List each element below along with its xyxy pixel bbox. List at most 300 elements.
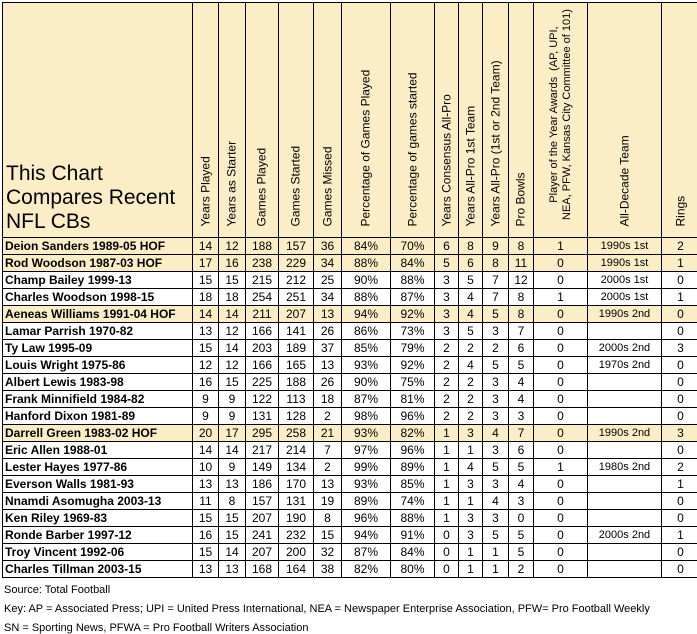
cb-comparison-table [2,2,697,578]
table-cell: 212 [279,272,314,289]
table-cell: 3 [483,442,509,459]
table-cell: 9 [219,459,246,476]
table-row [3,289,697,306]
table-cell: 91% [391,527,435,544]
table-cell: 4 [483,493,509,510]
table-cell: 0 [534,306,588,323]
table-cell: 12 [219,357,246,374]
table-cell: 12 [509,272,534,289]
table-cell: 82% [342,561,391,578]
table-cell: 295 [246,425,279,442]
table-cell: 2 [459,408,483,425]
table-cell: 98% [342,408,391,425]
table-cell: 32 [314,544,342,561]
column-header: Percentage of games started [391,3,435,238]
table-cell: 254 [246,289,279,306]
table-cell: 13 [219,561,246,578]
table-cell: 75% [391,374,435,391]
table-cell: 19 [314,493,342,510]
table-cell: 9 [219,391,246,408]
column-header: All-Decade Team [588,3,662,238]
table-cell: 87% [391,289,435,306]
table-cell: 0 [662,493,697,510]
player-name: Frank Minnifield 1984-82 [3,391,193,408]
table-cell: 0 [534,323,588,340]
player-name: Charles Woodson 1998-15 [3,289,193,306]
table-cell: 5 [483,306,509,323]
table-cell: 2 [435,357,459,374]
table-row [3,476,697,493]
table-cell: 207 [279,306,314,323]
table-cell: 34 [314,255,342,272]
table-cell: 2000s 2nd [588,527,662,544]
table-cell: 2 [314,408,342,425]
table-row [3,544,697,561]
table-cell: 0 [662,374,697,391]
player-name: Everson Walls 1981-93 [3,476,193,493]
column-header: Years All-Pro (1st or 2nd Team) [483,3,509,238]
table-cell: 225 [246,374,279,391]
table-cell: 90% [342,374,391,391]
table-row [3,391,697,408]
table-cell: 0 [534,493,588,510]
title-line: Compares Recent [6,186,192,210]
table-cell: 2 [435,374,459,391]
table-cell: 1 [662,527,697,544]
table-cell: 0 [662,306,697,323]
table-cell: 1990s 2nd [588,425,662,442]
table-cell: 1 [459,544,483,561]
table-cell: 14 [193,238,219,255]
table-cell: 3 [509,493,534,510]
column-header: Percentage of Games Played [342,3,391,238]
table-cell: 88% [342,289,391,306]
table-cell: 3 [459,476,483,493]
table-cell: 0 [662,408,697,425]
table-cell: 200 [279,544,314,561]
player-name: Ty Law 1995-09 [3,340,193,357]
table-cell: 2 [509,561,534,578]
table-cell: 37 [314,340,342,357]
table-cell: 0 [534,425,588,442]
table-cell: 3 [483,408,509,425]
table-cell: 18 [193,289,219,306]
table-cell: 165 [279,357,314,374]
table-cell: 1 [662,255,697,272]
chart-title [3,3,193,238]
table-cell: 15 [219,272,246,289]
table-cell [588,323,662,340]
table-cell: 94% [342,306,391,323]
table-cell: 13 [219,476,246,493]
table-cell: 251 [279,289,314,306]
table-cell: 85% [391,476,435,493]
table-cell: 168 [246,561,279,578]
column-header: Years Played [193,3,219,238]
table-cell: 5 [509,544,534,561]
table-cell: 13 [193,561,219,578]
table-cell: 14 [219,306,246,323]
table-cell: 3 [483,476,509,493]
table-cell: 18 [219,289,246,306]
table-cell: 15 [219,374,246,391]
table-cell: 13 [314,357,342,374]
table-cell: 16 [219,255,246,272]
table-cell: 0 [662,391,697,408]
table-cell: 2 [483,340,509,357]
table-cell: 4 [509,476,534,493]
table-cell: 14 [193,306,219,323]
table-cell: 3 [662,425,697,442]
table-row [3,357,697,374]
table-cell: 0 [662,561,697,578]
table-cell: 13 [314,476,342,493]
table-cell: 2 [662,238,697,255]
table-cell: 1 [534,289,588,306]
table-cell: 238 [246,255,279,272]
table-cell: 85% [342,340,391,357]
column-header: Games Missed [314,3,342,238]
table-cell: 93% [342,476,391,493]
table-cell: 8 [219,493,246,510]
table-cell: 7 [509,323,534,340]
table-cell: 2 [314,459,342,476]
table-cell: 3 [459,510,483,527]
table-cell: 12 [219,323,246,340]
table-cell: 6 [509,442,534,459]
header-row [3,3,697,238]
table-cell: 4 [483,425,509,442]
table-cell: 7 [509,425,534,442]
player-name: Champ Bailey 1999-13 [3,272,193,289]
table-cell: 18 [314,391,342,408]
table-cell: 84% [391,255,435,272]
table-cell: 1 [662,289,697,306]
table-cell: 2000s 2nd [588,340,662,357]
table-cell: 149 [246,459,279,476]
table-cell: 5 [483,357,509,374]
table-cell: 170 [279,476,314,493]
table-cell: 207 [246,544,279,561]
table-cell: 92% [391,306,435,323]
table-cell: 73% [391,323,435,340]
table-cell: 26 [314,323,342,340]
table-cell: 9 [193,391,219,408]
source-note: Source: Total Football [4,584,110,596]
table-cell: 134 [279,459,314,476]
player-name: Charles Tillman 2003-15 [3,561,193,578]
table-cell: 89% [391,459,435,476]
table-cell: 229 [279,255,314,272]
table-cell: 38 [314,561,342,578]
table-cell: 70% [391,238,435,255]
table-cell: 26 [314,374,342,391]
table-cell [588,493,662,510]
table-cell: 12 [193,357,219,374]
table-cell: 5 [509,527,534,544]
table-cell: 0 [534,442,588,459]
key-note-2: SN = Sporting News, PFWA = Pro Football Writers Association [4,622,308,634]
table-cell: 3 [435,272,459,289]
table-cell: 131 [279,493,314,510]
table-cell: 2000s 1st [588,289,662,306]
table-cell: 1 [534,238,588,255]
table-cell: 93% [342,357,391,374]
table-cell: 2 [459,340,483,357]
table-cell: 7 [483,289,509,306]
table-cell: 0 [435,561,459,578]
table-cell: 3 [435,289,459,306]
table-cell: 0 [534,374,588,391]
table-cell: 3 [483,510,509,527]
table-cell: 14 [219,544,246,561]
table-cell: 88% [342,255,391,272]
table-cell: 1 [435,425,459,442]
table-cell: 99% [342,459,391,476]
table-cell: 17 [219,425,246,442]
table-cell: 15 [314,527,342,544]
table-cell: 4 [509,391,534,408]
table-cell: 141 [279,323,314,340]
table-row [3,527,697,544]
table-cell: 3 [459,425,483,442]
table-row [3,323,697,340]
table-cell: 2000s 1st [588,272,662,289]
table-cell: 14 [219,442,246,459]
table-cell: 1 [435,493,459,510]
table-cell: 0 [662,510,697,527]
column-header: Games Started [279,3,314,238]
player-name: Deion Sanders 1989-05 HOF [3,238,193,255]
table-cell: 1980s 2nd [588,459,662,476]
table-row [3,306,697,323]
table-cell: 188 [246,238,279,255]
table-cell: 7 [483,272,509,289]
table-cell: 1 [483,544,509,561]
table-cell: 3 [483,323,509,340]
table-cell: 157 [246,493,279,510]
table-cell: 131 [246,408,279,425]
table-cell: 0 [435,544,459,561]
table-cell: 82% [391,425,435,442]
table-cell: 81% [391,391,435,408]
table-cell: 157 [279,238,314,255]
table-row [3,255,697,272]
table-cell: 90% [342,272,391,289]
table-cell [588,374,662,391]
table-cell: 7 [314,442,342,459]
table-cell: 5 [483,459,509,476]
table-cell: 2 [435,408,459,425]
table-row [3,493,697,510]
table-cell: 15 [193,272,219,289]
table-cell: 88% [391,510,435,527]
table-cell: 3 [483,391,509,408]
table-cell: 1990s 2nd [588,306,662,323]
title-line: NFL CBs [6,210,192,234]
table-cell: 84% [342,238,391,255]
table-cell: 13 [193,476,219,493]
table-cell: 94% [342,527,391,544]
table-cell: 0 [662,323,697,340]
table-cell: 1 [459,493,483,510]
table-row [3,272,697,289]
table-cell: 2 [435,391,459,408]
player-name: Lester Hayes 1977-86 [3,459,193,476]
column-header: Years Consensus All-Pro [435,3,459,238]
table-cell: 15 [219,510,246,527]
table-cell: 1970s 2nd [588,357,662,374]
table-cell: 2 [459,391,483,408]
column-header: Years All-Pro 1st Team [459,3,483,238]
table-cell: 0 [534,408,588,425]
table-cell: 190 [279,510,314,527]
table-cell [588,391,662,408]
table-cell: 9 [219,408,246,425]
key-note-1: Key: AP = Associated Press; UPI = United Press International, NEA = Newspaper Enterprise Association, PFW= Pro Football Weekly [4,603,650,615]
column-header: Player of the Year Awards (AP, UPI, NEA, PFW, Kansas City Committee of 101) [534,3,588,238]
table-cell: 1990s 1st [588,238,662,255]
table-cell: 217 [246,442,279,459]
table-cell: 128 [279,408,314,425]
player-name: Nnamdi Asomugha 2003-13 [3,493,193,510]
table-cell: 88% [391,272,435,289]
table-cell: 15 [193,544,219,561]
table-cell: 211 [246,306,279,323]
table-cell: 1 [459,442,483,459]
column-header: Pro Bowls [509,3,534,238]
table-row [3,340,697,357]
table-cell: 12 [219,238,246,255]
table-cell: 215 [246,272,279,289]
table-cell: 84% [391,544,435,561]
player-name: Hanford Dixon 1981-89 [3,408,193,425]
table-cell: 203 [246,340,279,357]
table-cell: 74% [391,493,435,510]
table-cell: 0 [435,527,459,544]
table-cell: 164 [279,561,314,578]
table-cell: 4 [509,374,534,391]
table-cell: 3 [483,374,509,391]
table-cell: 8 [314,510,342,527]
table-cell [588,510,662,527]
table-row [3,442,697,459]
table-cell: 1 [483,561,509,578]
table-cell: 9 [193,408,219,425]
table-row [3,408,697,425]
table-cell: 122 [246,391,279,408]
table-cell: 14 [193,442,219,459]
table-cell: 2 [459,374,483,391]
table-cell: 8 [509,306,534,323]
title-line: This Chart [6,162,192,186]
table-cell: 166 [246,323,279,340]
table-cell: 15 [193,340,219,357]
table-cell: 4 [459,357,483,374]
table-cell: 8 [459,238,483,255]
table-cell: 1 [435,476,459,493]
table-cell: 166 [246,357,279,374]
table-cell: 15 [219,527,246,544]
table-cell: 4 [459,459,483,476]
table-cell: 0 [534,391,588,408]
table-cell: 8 [483,255,509,272]
player-name: Lamar Parrish 1970-82 [3,323,193,340]
table-cell: 1 [435,510,459,527]
table-cell: 2 [435,340,459,357]
table-cell: 80% [391,561,435,578]
table-cell: 0 [534,544,588,561]
table-cell: 5 [509,357,534,374]
table-cell: 189 [279,340,314,357]
table-row [3,561,697,578]
player-name: Eric Allen 1988-01 [3,442,193,459]
table-cell: 92% [391,357,435,374]
table-cell: 0 [662,442,697,459]
column-header: Games Played [246,3,279,238]
player-name: Albert Lewis 1983-98 [3,374,193,391]
table-cell: 207 [246,510,279,527]
table-cell: 8 [509,238,534,255]
table-cell: 96% [342,510,391,527]
table-cell: 1 [662,476,697,493]
table-cell: 13 [314,306,342,323]
table-cell: 0 [662,544,697,561]
table-cell: 11 [193,493,219,510]
table-cell: 241 [246,527,279,544]
player-name: Ronde Barber 1997-12 [3,527,193,544]
table-cell: 6 [459,255,483,272]
table-cell: 86% [342,323,391,340]
table-cell: 14 [219,340,246,357]
table-cell: 87% [342,391,391,408]
table-cell: 5 [483,527,509,544]
table-cell: 16 [193,374,219,391]
table-row [3,238,697,255]
table-cell: 10 [193,459,219,476]
table-cell: 21 [314,425,342,442]
table-cell: 16 [193,527,219,544]
table-row [3,374,697,391]
player-name: Darrell Green 1983-02 HOF [3,425,193,442]
table-cell: 5 [509,459,534,476]
table-cell: 186 [246,476,279,493]
table-row [3,510,697,527]
table-cell: 5 [435,255,459,272]
table-cell: 3 [459,527,483,544]
table-cell: 0 [534,357,588,374]
table-cell: 232 [279,527,314,544]
table-cell [588,442,662,459]
table-cell: 11 [509,255,534,272]
table-cell [588,561,662,578]
table-cell: 9 [483,238,509,255]
table-cell: 0 [534,340,588,357]
table-cell: 5 [459,323,483,340]
table-cell [588,544,662,561]
player-name: Troy Vincent 1992-06 [3,544,193,561]
player-name: Aeneas Williams 1991-04 HOF [3,306,193,323]
table-cell [588,476,662,493]
table-cell: 1 [534,459,588,476]
table-cell: 79% [391,340,435,357]
table-cell: 3 [435,323,459,340]
table-cell: 0 [534,510,588,527]
table-cell: 93% [342,425,391,442]
table-cell: 89% [342,493,391,510]
table-cell: 4 [459,306,483,323]
table-row [3,459,697,476]
